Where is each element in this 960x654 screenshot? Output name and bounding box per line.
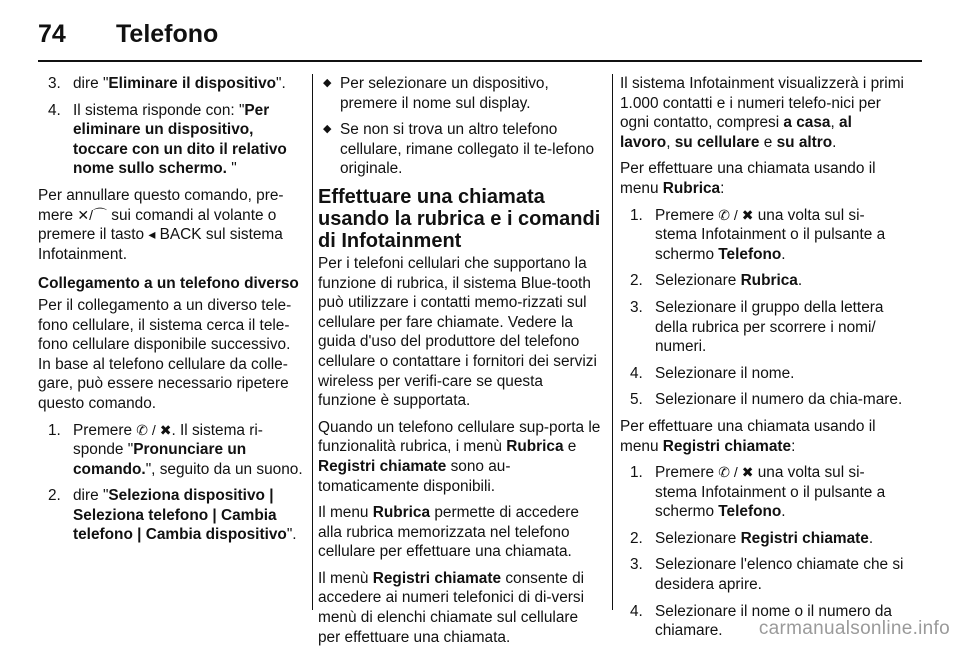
page-number: 74: [38, 19, 66, 48]
list-item: 2. dire "Seleziona dispositivo | Seleziona telefono | Cambia telefono | Cambia dispositivo".: [48, 487, 297, 544]
list-item: 3. Selezionare l'elenco chiamate che si desidera aprire.: [630, 556, 904, 594]
column-divider-2: [612, 74, 613, 610]
header-divider: [38, 60, 922, 62]
list-item: 4. Il sistema risponde con: "Per eliminare un dispositivo, toccare con un dito il relativo nome sullo schermo. ": [48, 101, 287, 178]
list-item: 1. Premere ✆ / ✖ una volta sul si-stema Infotainment o il pulsante a schermo Telefono.: [630, 206, 886, 263]
list-item: ◆ Per selezionare un dispositivo, premere il nome sul display.: [323, 75, 549, 112]
list-item: 2. Selezionare Registri chiamate.: [630, 529, 874, 547]
paragraph: Per effettuare una chiamata usando il menu Registri chiamate:: [620, 417, 876, 455]
paragraph: Per i telefoni cellulari che supportano la funzione di rubrica, il sistema Blue-tooth può utilizzare i contatti memo-rizzati sul cellulare per fare chiamate. Vedere la guida d'uso del produttore del telefono cellulare o contattare i fornitori dei servizi wireless per verifi-care se questa funzione è supportata.: [318, 254, 597, 410]
call-mute-icon: ✆ / ✖: [718, 464, 754, 481]
bullet-list: [318, 74, 604, 179]
list-item: 1. Premere ✆ / ✖ una volta sul si-stema Infotainment o il pulsante a schermo Telefono.: [630, 464, 886, 521]
steps-list-connect: [38, 421, 304, 546]
section-heading: Effettuare una chiamata usando la rubrica e i comandi di Infotainment: [318, 185, 601, 252]
call-mute-icon: ✆ / ✖: [718, 206, 754, 223]
list-item: 3. dire "Eliminare il dispositivo".: [48, 75, 286, 92]
paragraph: Per il collegamento a un diverso tele-fono cellulare, il sistema cerca il tele-fono cellulare disponibile successivo. In base al telefono cellulare da colle-gare, può essere necessario ripetere questo comando.: [38, 296, 292, 412]
paragraph: Il menù Registri chiamate consente di accedere ai numeri telefonici di di-versi menù di elenchi chiamate sul cellulare per effettuare una chiamata.: [318, 569, 585, 646]
cancel-paragraph: Per annullare questo comando, pre-mere ✕/⌒ sui comandi al volante o premere il tasto ◂ BACK sul sistema Infotainment.: [38, 186, 284, 263]
list-item: 3. Selezionare il gruppo della lettera della rubrica per scorrere i nomi/ numeri.: [630, 298, 884, 356]
paragraph: Per effettuare una chiamata usando il menu Rubrica:: [620, 160, 876, 197]
bullet-icon: ◆: [323, 123, 332, 136]
end-call-icon: ✕/⌒: [77, 206, 107, 223]
list-item: 4. Selezionare il nome.: [630, 364, 795, 382]
list-item: 4. Selezionare il nome o il numero da chiamare.: [630, 602, 892, 640]
steps-list-delete: [38, 74, 304, 179]
subheading: Collegamento a un telefono diverso: [38, 275, 299, 293]
page-title: Telefono: [116, 19, 219, 48]
column-1: [38, 74, 304, 552]
paragraph: Il sistema Infotainment visualizzerà i primi 1.000 contatti e i numeri telefo-nici per ogni contatto, compresi a casa, al lavoro, su cellulare e su altro.: [620, 75, 904, 151]
list-item: 5. Selezionare il numero da chia-mare.: [630, 391, 903, 409]
column-2: [318, 74, 604, 654]
column-3: [620, 74, 906, 648]
bullet-icon: ◆: [323, 77, 332, 89]
paragraph: Il menu Rubrica permette di accedere alla rubrica memorizzata nel telefono cellulare per effettuare una chiamata.: [318, 504, 579, 561]
column-divider-1: [312, 74, 313, 610]
call-mute-icon: ✆ / ✖: [136, 421, 172, 438]
page-header: [38, 14, 218, 54]
back-arrow-icon: ◂: [148, 226, 156, 243]
paragraph: Quando un telefono cellulare sup-porta le funzionalità rubrica, i menù Rubrica e Registri chiamate sono au-tomaticamente disponibili.: [318, 418, 601, 495]
list-item: 1. Premere ✆ / ✖. Il sistema ri-sponde "Pronunciare un comando.", seguito da un suono.: [48, 421, 303, 478]
watermark: carmanualsonline.info: [758, 618, 950, 639]
steps-list-registri: [620, 463, 906, 641]
list-item: ◆ Se non si trova un altro telefono cellulare, rimane collegato il te-lefono originale.: [323, 121, 595, 178]
list-item: 2. Selezionare Rubrica.: [630, 272, 803, 290]
steps-list-rubrica: [620, 206, 906, 410]
